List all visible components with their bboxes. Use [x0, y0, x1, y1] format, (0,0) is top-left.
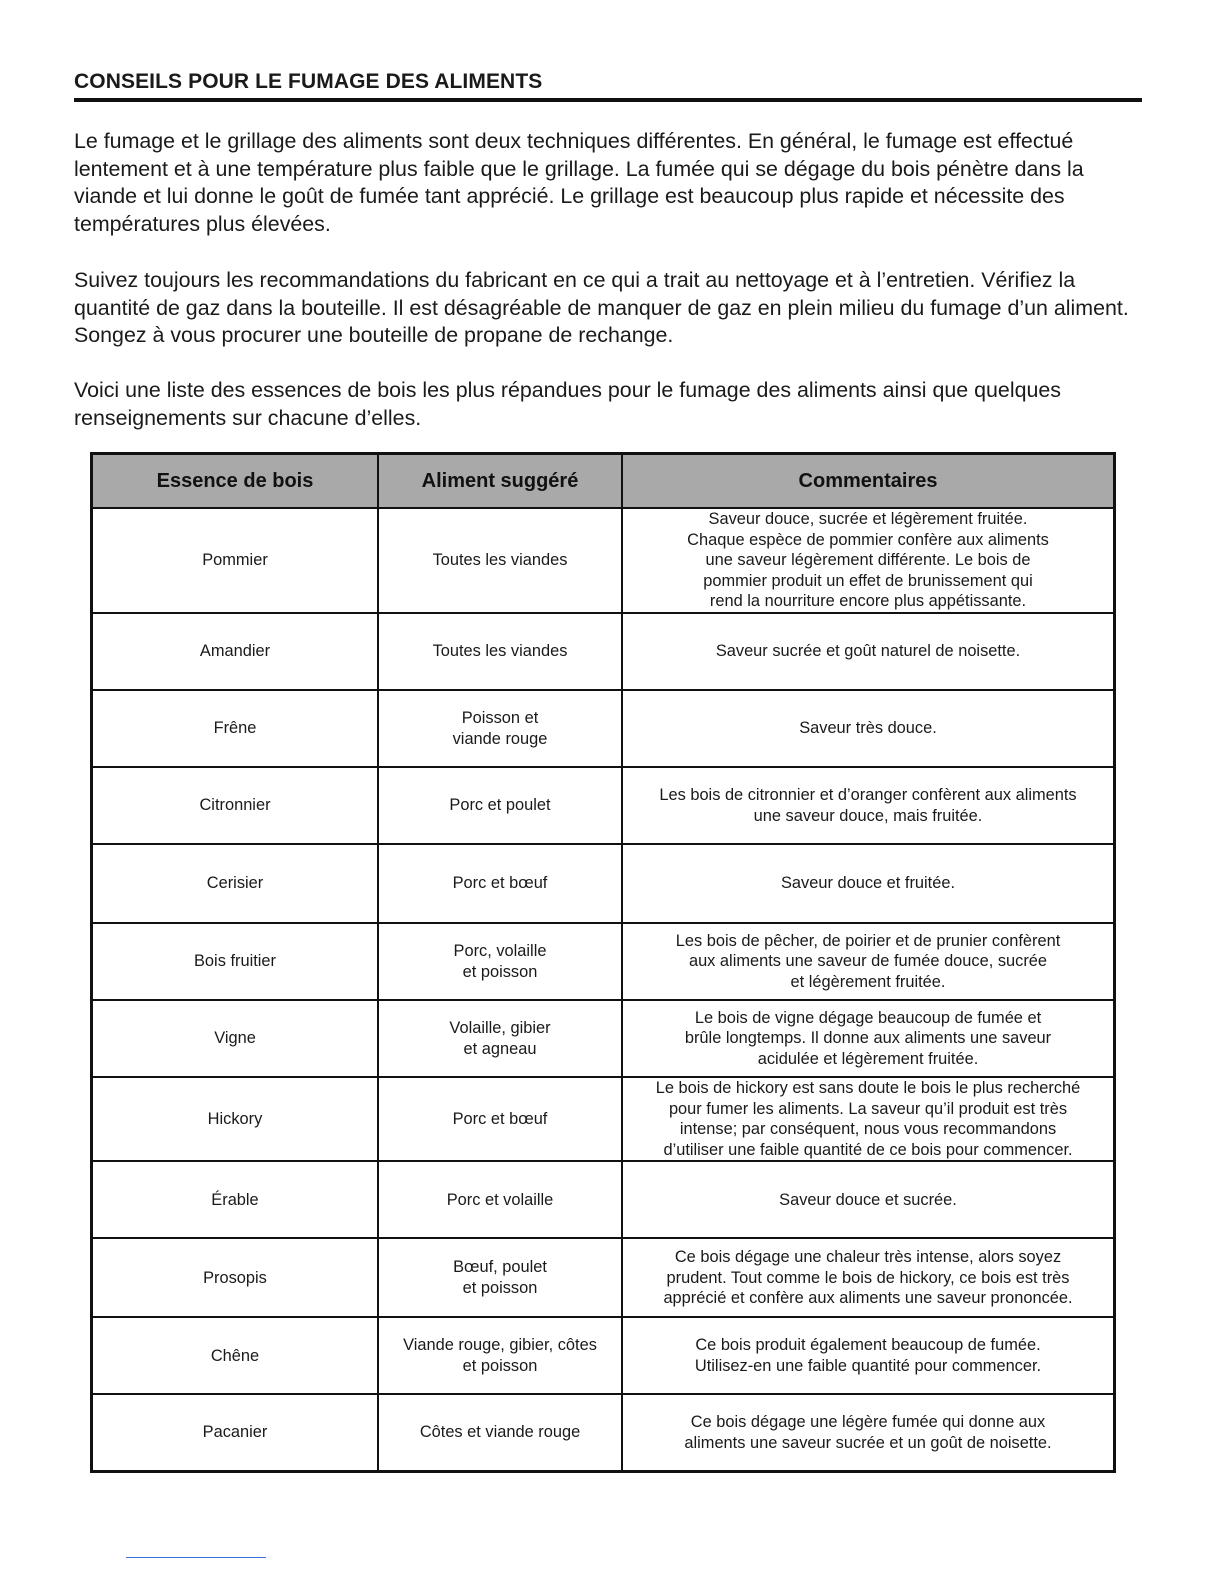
- table-row: [92, 690, 1115, 767]
- table-row: [92, 1394, 1115, 1471]
- table-row: [92, 1077, 1115, 1161]
- maintenance-paragraph: Suivez toujours les recommandations du fabricant en ce qui a trait au nettoyage et à l’entretien. Vérifiez la quantité de gaz dans la bouteille. Il est désagréable de manquer de gaz en plein milieu du fumage d’un aliment. Songez à vous procurer une bouteille de propane de rechange.: [74, 268, 1129, 348]
- footer-rule: [126, 1557, 266, 1558]
- suggested-food-cell: Toutes les viandes: [378, 508, 622, 613]
- table-row: [92, 1161, 1115, 1238]
- comment-cell: Saveur douce et sucrée.: [622, 1161, 1115, 1238]
- suggested-food-cell: Côtes et viande rouge: [378, 1394, 622, 1471]
- suggested-food-cell: Bœuf, poulet et poisson: [378, 1238, 622, 1317]
- table-row: [92, 613, 1115, 690]
- table-row: [92, 508, 1115, 613]
- header-wood-type: Essence de bois: [92, 454, 379, 509]
- wood-type-cell: Frêne: [92, 690, 379, 767]
- suggested-food-cell: Toutes les viandes: [378, 613, 622, 690]
- suggested-food-cell: Volaille, gibier et agneau: [378, 1000, 622, 1077]
- wood-type-cell: Citronnier: [92, 767, 379, 844]
- header-suggested-food: Aliment suggéré: [378, 454, 622, 509]
- suggested-food-cell: Viande rouge, gibier, côtes et poisson: [378, 1317, 622, 1394]
- table-row: [92, 767, 1115, 844]
- comment-cell: Les bois de citronnier et d’oranger confèrent aux aliments une saveur douce, mais fruitée.: [622, 767, 1115, 844]
- wood-type-cell: Érable: [92, 1161, 379, 1238]
- comment-cell: Le bois de hickory est sans doute le bois le plus recherché pour fumer les aliments. La saveur qu’il produit est très intense; par conséquent, nous vous recommandons d’utiliser une faible quantité de ce bois pour commencer.: [622, 1077, 1115, 1161]
- intro-paragraph: Le fumage et le grillage des aliments sont deux techniques différentes. En général, le fumage est effectué lentement et à une température plus faible que le grillage. La fumée qui se dégage du bois pénètre dans la viande et lui donne le goût de fumée tant apprécié. Le grillage est beaucoup plus rapide et nécessite des températures plus élevées.: [74, 129, 1084, 236]
- suggested-food-cell: Porc et bœuf: [378, 1077, 622, 1161]
- suggested-food-cell: Poisson et viande rouge: [378, 690, 622, 767]
- comment-cell: Saveur douce, sucrée et légèrement fruitée. Chaque espèce de pommier confère aux aliments une saveur légèrement différente. Le bois de pommier produit un effet de brunissement qui rend la nourriture encore plus appétissante.: [622, 508, 1115, 613]
- suggested-food-cell: Porc, volaille et poisson: [378, 923, 622, 1000]
- comment-cell: Saveur douce et fruitée.: [622, 844, 1115, 923]
- comment-cell: Ce bois produit également beaucoup de fumée. Utilisez-en une faible quantité pour commencer.: [622, 1317, 1115, 1394]
- wood-type-cell: Hickory: [92, 1077, 379, 1161]
- wood-type-cell: Pacanier: [92, 1394, 379, 1471]
- header-comments: Commentaires: [622, 454, 1115, 509]
- suggested-food-cell: Porc et bœuf: [378, 844, 622, 923]
- table-header-row: [92, 454, 1115, 509]
- wood-type-cell: Amandier: [92, 613, 379, 690]
- wood-types-table: [90, 452, 1116, 1473]
- wood-type-cell: Pommier: [92, 508, 379, 613]
- table-row: [92, 844, 1115, 923]
- comment-cell: Les bois de pêcher, de poirier et de prunier confèrent aux aliments une saveur de fumée douce, sucrée et légèrement fruitée.: [622, 923, 1115, 1000]
- wood-type-cell: Bois fruitier: [92, 923, 379, 1000]
- wood-type-cell: Vigne: [92, 1000, 379, 1077]
- page-title: CONSEILS POUR LE FUMAGE DES ALIMENTS: [74, 70, 1142, 102]
- comment-cell: Saveur très douce.: [622, 690, 1115, 767]
- wood-type-cell: Cerisier: [92, 844, 379, 923]
- comment-cell: Le bois de vigne dégage beaucoup de fumée et brûle longtemps. Il donne aux aliments une saveur acidulée et légèrement fruitée.: [622, 1000, 1115, 1077]
- wood-type-cell: Chêne: [92, 1317, 379, 1394]
- suggested-food-cell: Porc et volaille: [378, 1161, 622, 1238]
- wood-list-intro-paragraph: Voici une liste des essences de bois les plus répandues pour le fumage des aliments ainsi que quelques renseignements sur chacune d’elles.: [74, 378, 1061, 430]
- table-row: [92, 1000, 1115, 1077]
- table-row: [92, 1238, 1115, 1317]
- wood-type-cell: Prosopis: [92, 1238, 379, 1317]
- comment-cell: Ce bois dégage une légère fumée qui donne aux aliments une saveur sucrée et un goût de noisette.: [622, 1394, 1115, 1471]
- table-row: [92, 923, 1115, 1000]
- comment-cell: Saveur sucrée et goût naturel de noisette.: [622, 613, 1115, 690]
- comment-cell: Ce bois dégage une chaleur très intense, alors soyez prudent. Tout comme le bois de hickory, ce bois est très apprécié et confère aux aliments une saveur prononcée.: [622, 1238, 1115, 1317]
- suggested-food-cell: Porc et poulet: [378, 767, 622, 844]
- table-row: [92, 1317, 1115, 1394]
